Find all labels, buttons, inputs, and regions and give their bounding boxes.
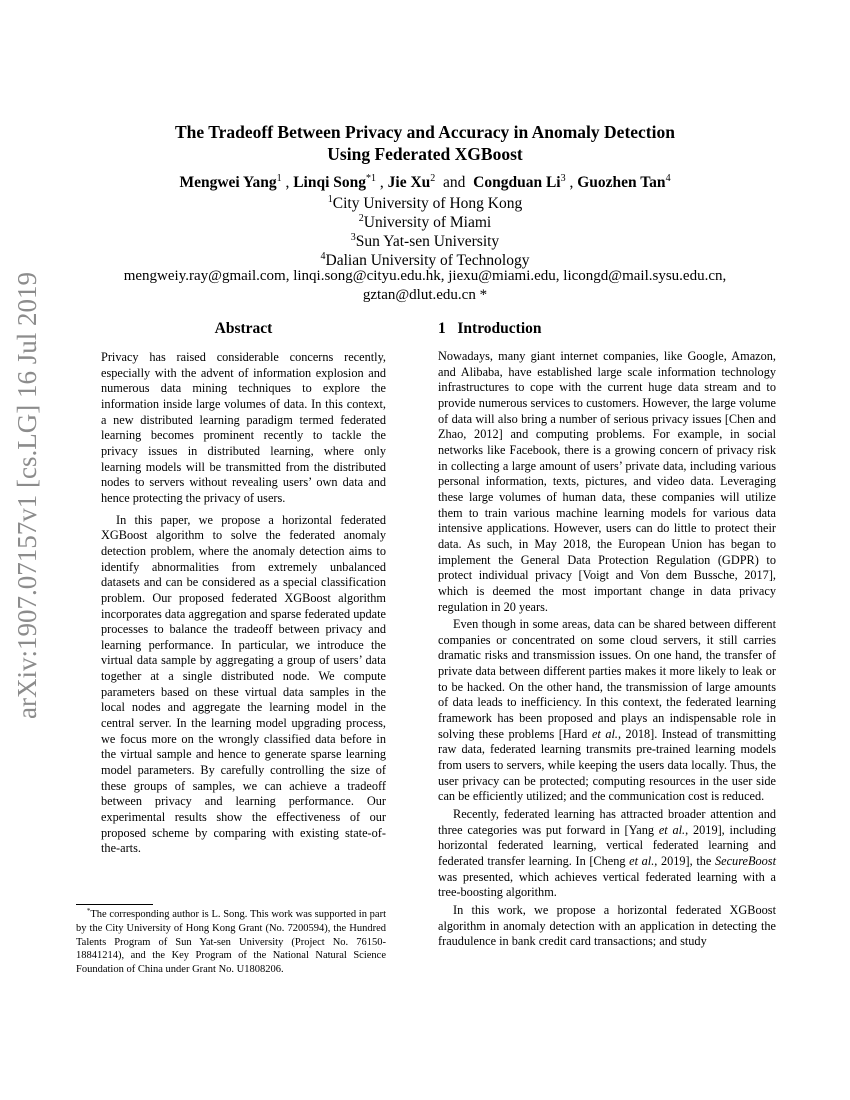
abstract-paragraph-2: In this paper, we propose a horizontal federated XGBoost algorithm to solve the federated anomaly detection problem, where the anomaly detection aims to identify abnormalities from extremely unbalanced datasets and can be considered as a special classification problem. Our proposed federated XGBoost algorithm incorporates data aggregation and sparse federated update processes to balance the tradeoff between privacy and learning performance. In particular, we introduce the virtual data sample by aggregating a group of users’ data together at a single distributed node. We compute parameters based on these virtual data samples in the local nodes and aggregate the learning model in the central server. In the learning model upgrading process, we focus more on the wrongly classified data before in the virtual sample and hence to generate sparse learning model parameters. By carefully controlling the size of these groups of samples, we can achieve a tradeoff between privacy and learning performance. Our experimental results show the effectiveness of our proposed scheme by comparing with existing state-of-the-arts. [101,512,386,856]
affiliation-sup: 1 [327,194,333,205]
author-sup: 3 [560,173,566,184]
introduction-body [438,349,776,950]
author-sup: 2 [430,173,436,184]
section-title: Introduction [457,320,542,337]
affiliation [0,194,850,213]
abstract-heading: Abstract [214,320,273,337]
affiliation-name: City University of Hong Kong [332,195,523,212]
affiliation-name: Dalian University of Technology [325,252,530,269]
author-name: Congduan Li [473,174,561,191]
affiliation-sup: 2 [358,213,364,224]
text-run: Even though in some areas, data can be shared between different companies or concentrated on some cloud servers, it still carries dramatic risks and transmission issues. On one hand, the transfer of private data between different parties makes it more likely to leak or to be hacked. On the other hand, the transmission of large amounts of data leads to inefficiency. In this context, the federated learning framework has been proposed and plays an indispensable role in solving these problems [Hard [438,617,776,741]
author-name: Jie Xu [387,174,431,191]
affiliation-sup: 3 [350,232,356,243]
author-sup: *1 [366,173,377,184]
text-run: , 2019], including horizontal federated learning, vertical federated learning and federated transfer learning. In [Cheng [438,822,777,868]
text-run: , 2018]. Instead of transmitting raw data, federated learning transmits pre-trained learning models from users to servers, while keeping the users data locally. Thus, the user privacy can be protected; computing resources in the user side can be efficiently utilized; and the communication cost is reduced. [438,726,777,804]
author-name: Mengwei Yang [179,174,277,191]
paper-title [0,121,850,165]
affiliation-sup: 4 [320,251,326,262]
abstract-paragraph-1: Privacy has raised considerable concerns recently, especially with the advent of information explosion and numerous data mining techniques to explore the information inside large volumes of data. In this context, a new distributed learning paradigm termed federated learning becomes prominent recently to tackle the privacy issues in distributed learning, where only learning models will be transmitted from the distributed nodes to servers without revealing users’ own data and hence protecting the privacy of users. [101,350,386,505]
abstract-body [101,350,386,857]
author-list: Mengwei Yang$^1$ , Linqi Song$^{*1}$ , Jie Xu$^2$ and Congduan Li$^3$ , Guozhen Tan$^4$ [179,173,671,191]
author-name: Linqi Song [293,174,367,191]
author-sup: 4 [665,173,671,184]
text-italic: SecureBoost [714,854,776,868]
text-run: Recently, federated learning has attracted broader attention and three categories was put forward in [Yang [438,807,776,837]
author-name: Guozhen Tan [577,174,666,191]
text-run: was presented, which achieves vertical federated learning with a tree-boosting algorithm. [438,869,776,900]
intro-paragraph-2 [438,617,776,805]
footnote-rule [76,904,153,905]
intro-paragraph-4: In this work, we propose a horizontal federated XGBoost algorithm in anomaly detection with an application in detecting the fraudulence in bank credit card transactions; and study [438,902,776,949]
affiliation-name: Sun Yat-sen University [355,233,500,250]
intro-paragraph-3 [438,807,776,901]
intro-paragraph-1: Nowadays, many giant internet companies, like Google, Amazon, and Alibaba, have established large scale information technology infrastructures to cope with the current huge data stream and to provide numerous services to customers. However, the large volume of data will also bring a number of serious privacy issues [Chen and Zhao, 2012] and computing problems. For example, in social networks like Facebook, there is a growing concern of privacy risk in collecting a large amount of users’ private data, including various personal information, texts, pictures, and video data. Leveraging these large volumes of human data, these companies will utilize them to train various machine learning models for various data intensive applications. However, users can do little to protect their data. As such, in May 2018, the European Union has began to implement the General Data Protection Regulation (GDPR) to protect individual privacy [Voigt and Von dem Bussche, 2017], which is deemed the most important change in data privacy regulation in 20 years. [438,349,776,614]
text-italic: et al. [658,822,686,837]
affiliation-name: University of Miami [363,214,492,231]
affiliation [0,213,850,232]
title-line-2: Using Federated XGBoost [327,144,523,164]
footnote-mark: * [86,907,91,915]
footnote-text: The corresponding author is L. Song. This work was supported in part by the City University of Hong Kong Grant (No. 7200594), the Hundred Talents Program of Sun Yat-sen University (Project No. 76150-18841214), and the Key Program of the National Natural Science Foundation of China under Grant No. U1808206. [76,909,387,976]
text-italic: et al. [591,726,618,741]
email-line-2: gztan@dlut.edu.cn * [362,286,488,303]
section-number: 1 [438,320,446,337]
affiliation [0,232,850,251]
author-and: and [443,174,466,191]
email-line-1: mengweiy.ray@gmail.com, linqi.song@cityu.edu.hk, jiexu@miami.edu, licongd@mail.sysu.edu.cn, [123,268,727,284]
text-italic: et al. [629,854,655,868]
text-run: , 2019], the [654,854,715,868]
title-line-1: The Tradeoff Between Privacy and Accuracy in Anomaly Detection [175,122,675,142]
section-heading-introduction [438,320,542,338]
footnote [76,908,386,977]
arxiv-stamp: arXiv:1907.07157v1 [cs.LG] 16 Jul 2019 [12,272,42,719]
author-emails [60,267,790,304]
author-sup: 1 [276,173,282,184]
